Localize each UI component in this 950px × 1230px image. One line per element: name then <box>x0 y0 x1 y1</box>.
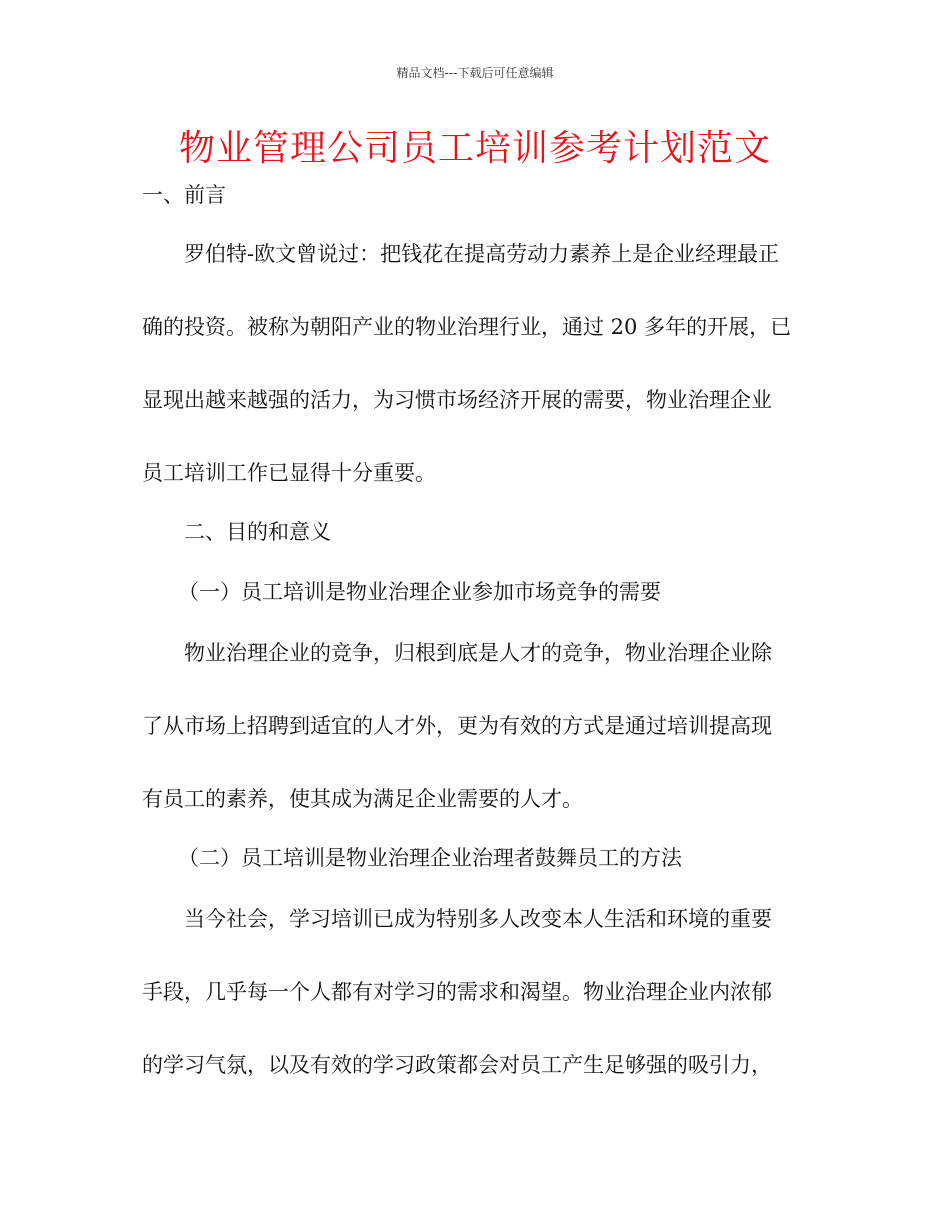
paragraph-line: 确的投资。被称为朝阳产业的物业治理行业，通过 20 多年的开展，已 <box>142 315 792 339</box>
paragraph-line: 显现出越来越强的活力，为习惯市场经济开展的需要，物业治理企业 <box>142 388 772 412</box>
header-note: 精品文档---下载后可任意编辑 <box>396 66 554 80</box>
subsection-heading-2: （二）员工培训是物业治理企业治理者鼓舞员工的方法 <box>178 846 682 870</box>
paragraph-line: 的学习气氛，以及有效的学习政策都会对员工产生足够强的吸引力， <box>142 1053 772 1077</box>
paragraph-line: 当今社会，学习培训已成为特别多人改变本人生活和环境的重要 <box>184 907 772 931</box>
section-heading-preface: 一、前言 <box>142 183 226 207</box>
paragraph-line: 物业治理企业的竞争，归根到底是人才的竞争，物业治理企业除 <box>184 641 772 665</box>
document-title: 物业管理公司员工培训参考计划范文 <box>178 128 771 169</box>
subsection-heading-1: （一）员工培训是物业治理企业参加市场竞争的需要 <box>178 580 661 604</box>
paragraph-line: 有员工的素养，使其成为满足企业需要的人才。 <box>142 787 583 811</box>
paragraph-line: 手段，几乎每一个人都有对学习的需求和渴望。物业治理企业内浓郁 <box>142 980 772 1004</box>
paragraph-line: 了从市场上招聘到适宜的人才外，更为有效的方式是通过培训提高现 <box>142 714 772 738</box>
paragraph-line: 员工培训工作已显得十分重要。 <box>142 461 436 485</box>
section-heading-purpose: 二、目的和意义 <box>184 520 331 544</box>
paragraph-line: 罗伯特-欧文曾说过：把钱花在提高劳动力素养上是企业经理最正 <box>184 242 780 266</box>
